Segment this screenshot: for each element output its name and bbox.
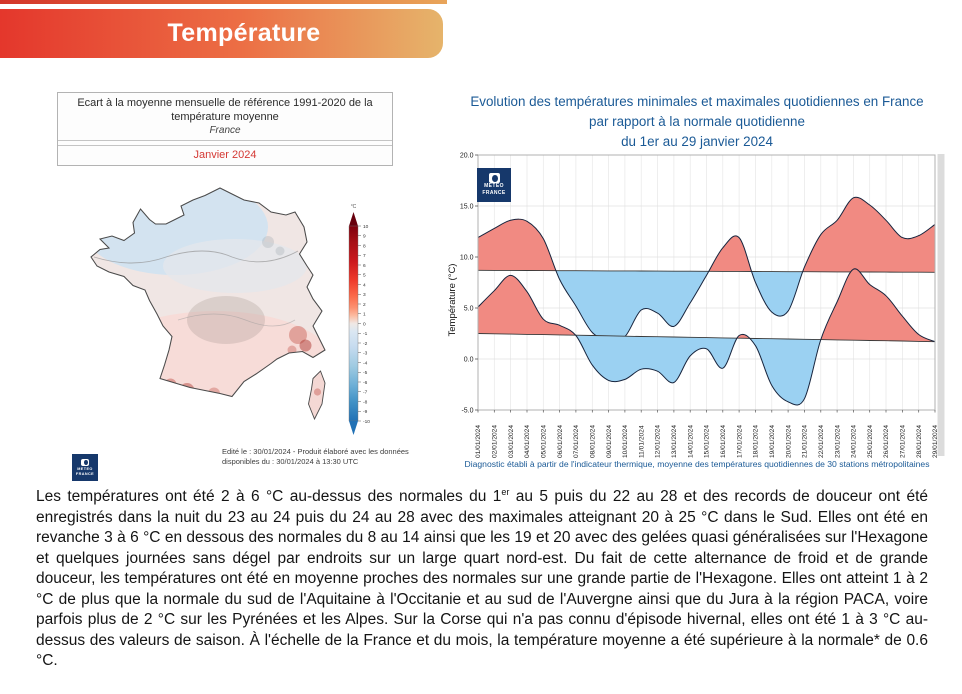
chart-caption: Diagnostic établi à partir de l'indicateur thermique, moyenne des températures quotidiennes de 30 stations métropolitaines: [464, 459, 930, 469]
temperature-chart: [446, 152, 948, 467]
x-tick-label: 04/01/2024: [524, 424, 532, 458]
map-title-line1: Ecart à la moyenne mensuelle de référence 1991-2020 de la: [77, 97, 373, 109]
x-tick-label: 28/01/2024: [915, 424, 923, 458]
chart-title-line2: par rapport à la normale quotidienne: [589, 114, 805, 129]
summary-paragraph: [36, 487, 928, 672]
x-tick-label: 02/01/2024: [491, 424, 499, 458]
logo-word-meteo: METEO: [484, 183, 504, 190]
x-tick-label: 03/01/2024: [507, 424, 515, 458]
x-tick-label: 19/01/2024: [769, 424, 776, 458]
x-tick-label: 05/01/2024: [540, 424, 548, 458]
x-tick-label: 01/01/2024: [475, 424, 483, 458]
x-tick-label: 21/01/2024: [801, 424, 809, 458]
x-tick-label: 22/01/2024: [817, 424, 825, 458]
meteo-france-symbol-icon: [81, 459, 89, 466]
y-tick-label: 20.0: [459, 152, 474, 160]
x-tick-label: 07/01/2024: [573, 424, 581, 458]
y-axis-title: Température (°C): [447, 263, 458, 337]
x-tick-label: 14/01/2024: [687, 424, 695, 458]
colorbar-unit: °C: [350, 204, 357, 210]
x-tick-label: 11/01/2024: [638, 425, 646, 458]
x-tick-label: 12/01/2024: [654, 424, 662, 458]
x-tick-label: 18/01/2024: [752, 424, 760, 458]
map-title-line2: température moyenne: [171, 110, 279, 123]
colorbar-tick-label: 0: [363, 322, 366, 328]
x-tick-label: 20/01/2024: [785, 424, 793, 458]
y-tick-label: 5.0: [463, 305, 474, 313]
map-edit-note-line1: Edité le : 30/01/2024 - Produit élaboré avec les données: [222, 447, 409, 456]
colorbar-tick-label: -5: [363, 371, 368, 377]
paragraph-part1: Les températures ont été 2 à 6 °C au-dessus des normales du 1: [36, 488, 502, 505]
france-shape: [82, 179, 333, 419]
map-subtitle: France: [209, 125, 241, 136]
paragraph-part2: au 5 puis du 22 au 28 et des records de douceur ont été enregistrés dans la nuit du 23 au 24 puis du 24 au 28 avec des maximales atteignant 20 à 25 °C dans le Sud. Elles ont été en revanche 3 à 6 °C en dessous des normales du 8 au 14 ainsi que les 19 et 20 avec des gelées quasi généralisées sur l'Hexagone et quelques journées sans dégel par endroits sur un large quart nord-est. Du fait de cette alternance de froid et de grande douceur, les températures ont été en moyenne proches des normales sur une grande partie de l'Hexagone. Elles ont atteint 1 à 2 °C de plus que la normale du sud de l'Aquitaine à l'Occitanie et au sud de l'Auvergne ainsi que du Jura à la région PACA, voire parfois plus de 2 °C sur les Pyrénées et les Alpes. Sur la Corse qui n'a pas connu d'épisode hivernal, elles ont été 1 à 3 °C au-dessus des valeurs de saison. À l'échelle de la France et du mois, la température moyenne a été supérieure à la normale* de 0.6 °C.: [36, 488, 928, 669]
colorbar-tick-label: 9: [363, 234, 366, 240]
chart-title-line1: Evolution des températures minimales et maximales quotidiennes en France: [470, 94, 924, 109]
colorbar-tick-label: 10: [363, 224, 369, 230]
x-tick-label: 26/01/2024: [883, 424, 891, 458]
map-edit-note: [222, 447, 409, 467]
x-tick-label: 25/01/2024: [866, 424, 874, 458]
colorbar-tick-label: 1: [363, 312, 366, 318]
x-tick-label: 09/01/2024: [605, 424, 613, 458]
x-tick-label: 08/01/2024: [589, 424, 597, 458]
y-tick-label: 10.0: [459, 254, 474, 262]
map-period: Janvier 2024: [193, 149, 257, 161]
x-tick-label: 29/01/2024: [932, 424, 940, 458]
x-tick-label: 06/01/2024: [556, 424, 564, 458]
x-tick-label: 13/01/2024: [671, 424, 679, 458]
colorbar-tick-label: -8: [363, 400, 368, 406]
chart-title: [446, 92, 948, 152]
x-tick-label: 23/01/2024: [834, 424, 842, 458]
x-tick-label: 17/01/2024: [736, 424, 744, 458]
map-title-box: [57, 92, 393, 166]
colorbar-tick-label: -6: [363, 380, 368, 386]
y-tick-label: -5.0: [461, 407, 474, 415]
logo-word-france: FRANCE: [75, 472, 95, 476]
colorbar-tick-label: -3: [363, 351, 368, 357]
y-tick-label: 15.0: [459, 203, 474, 211]
colorbar-tick-label: -1: [363, 332, 368, 338]
paragraph-superscript: er: [501, 486, 510, 497]
section-title: Température: [167, 19, 321, 47]
colorbar-tick-label: -10: [363, 419, 370, 425]
colorbar-tick-label: 8: [363, 244, 366, 250]
meteo-france-symbol-icon: [489, 173, 500, 183]
meteo-france-logo: [72, 454, 98, 481]
colorbar-tick-label: -4: [363, 361, 368, 367]
meteo-france-logo: [477, 168, 511, 202]
colorbar-tick-label: 3: [363, 293, 366, 299]
map-edit-note-line2: disponibles du : 30/01/2024 à 13:30 UTC: [222, 457, 359, 466]
section-banner: [0, 9, 443, 58]
map-colorbar: [349, 212, 358, 435]
x-tick-label: 15/01/2024: [703, 424, 711, 458]
colorbar-tick-label: 4: [363, 283, 366, 289]
x-tick-label: 24/01/2024: [850, 424, 858, 458]
y-tick-label: 0.0: [463, 356, 474, 364]
x-tick-label: 27/01/2024: [899, 424, 907, 458]
divider: [58, 140, 392, 141]
colorbar-tick-label: 2: [363, 302, 366, 308]
colorbar-tick-label: -2: [363, 341, 368, 347]
logo-word-meteo: METEO: [77, 466, 93, 471]
colorbar-tick-label: 7: [363, 254, 366, 260]
x-tick-label: 16/01/2024: [720, 424, 727, 458]
logo-word-france: FRANCE: [482, 190, 506, 196]
colorbar-tick-label: -9: [363, 410, 368, 416]
chart-right-band: [938, 154, 945, 456]
france-anomaly-map: [70, 168, 392, 450]
chart-title-line3: du 1er au 29 janvier 2024: [621, 134, 773, 149]
colorbar-tick-label: -7: [363, 390, 368, 396]
colorbar-tick-label: 6: [363, 263, 366, 269]
header-accent-strip: [0, 0, 447, 4]
colorbar-tick-label: 5: [363, 273, 366, 279]
x-tick-label: 10/01/2024: [622, 424, 630, 458]
